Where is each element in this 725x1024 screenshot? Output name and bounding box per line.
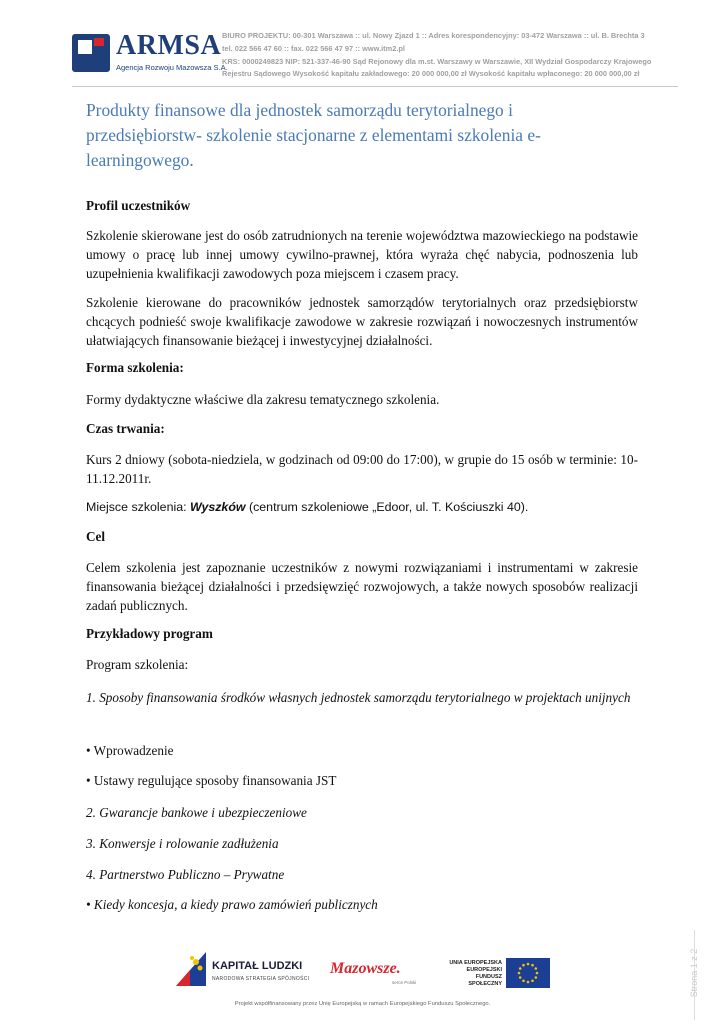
czas-heading: Czas trwania: <box>86 421 165 436</box>
program-item-4: 4. Partnerstwo Publiczno – Prywatne <box>86 867 285 882</box>
program-heading: Przykładowy program <box>86 626 213 641</box>
mazowsze-logo: Mazowsze. <box>330 960 401 977</box>
miejsce-city: Wyszków <box>189 500 246 514</box>
program-item-3: 3. Konwersje i rolowanie zadłużenia <box>86 836 279 851</box>
header-line-2: tel. 022 566 47 60 :: fax. 022 566 47 97 :: www.itm2.pl <box>222 44 405 53</box>
forma-paragraph: Formy dydaktyczne właściwe dla zakresu tematycznego szkolenia. <box>86 392 440 407</box>
miejsce-prefix: Miejsce szkolenia: <box>86 500 190 514</box>
header-divider <box>72 86 678 87</box>
eu-label: UNIA EUROPEJSKA EUROPEJSKI FUNDUSZ SPOŁECZNY <box>449 960 502 987</box>
profil-paragraph-2: Szkolenie kierowane do pracowników jednostek samorządów terytorialnych oraz przedsiębiorstw chcących podnieść swoje kwalifikacje zawodowe w zakresie rozwiązań i nowoczesnych instrumentów ułatwiających finansowanie bieżącej i inwestycyjnej działalności. <box>86 295 638 348</box>
czas-paragraph: Kurs 2 dniowy (sobota-niedziela, w godzinach od 09:00 do 17:00), w grupie do 15 osób w terminie: 10-11.12.2011r. <box>86 452 638 486</box>
page-number-side <box>684 940 704 1020</box>
eu-flag-icon <box>506 958 550 988</box>
miejsce-suffix: (centrum szkoleniowe „Edoor, ul. T. Kościuszki 40). <box>245 500 529 514</box>
logo-name: ARMSA <box>116 30 222 61</box>
header-line-3: KRS: 0000249823 NIP: 521-337-46-90 Sąd Rejonowy dla m.st. Warszawy w Warszawie, XII Wydział Gospodarczy Krajowego <box>222 57 652 66</box>
header-line-4: Rejestru Sądowego Wysokość kapitału zakładowego: 20 000 000,00 zł Wysokość kapitału wpłaconego: 20 000 000,00 zł <box>222 69 640 78</box>
program-item-1: 1. Sposoby finansowania środków własnych jednostek samorządu terytorialnego w projektach unijnych <box>86 690 631 705</box>
program-bullet-2: • Ustawy regulujące sposoby finansowania JST <box>86 773 337 788</box>
program-bullet-1: • Wprowadzenie <box>86 743 174 758</box>
mazowsze-tagline: serce Polski <box>392 980 417 985</box>
profil-paragraph-1: Szkolenie skierowane jest do osób zatrudnionych na terenie województwa mazowieckiego na podstawie umowy o pracę lub innej umowy cywilno-prawnej, która wyraża chęć nabycia, podnoszenia lub uzupełnienia kwalifikacji zawodowych poza miejscem i czasem pracy. <box>86 228 638 281</box>
program-item-2: 2. Gwarancje bankowe i ubezpieczeniowe <box>86 805 307 820</box>
document-title: Produkty finansowe dla jednostek samorządu terytorialnego i przedsiębiorstw- szkolenie stacjonarne z elementami szkolenia e-learningowego. <box>86 100 541 170</box>
kapital-ludzki-subtitle: NARODOWA STRATEGIA SPÓJNOŚCI <box>212 976 310 982</box>
cel-heading: Cel <box>86 529 106 544</box>
kapital-ludzki-title: KAPITAŁ LUDZKI <box>212 960 303 972</box>
miejsce-line <box>86 497 638 517</box>
armsa-logo-icon <box>72 34 110 72</box>
program-bullet-3: • Kiedy koncesja, a kiedy prawo zamówień publicznych <box>86 897 378 912</box>
page-number-label: Strona 1 z 2 <box>689 948 699 998</box>
header-line-1: BIURO PROJEKTU: 00-301 Warszawa :: ul. Nowy Zjazd 1 :: Adres korespondencyjny: 03-472 Warszawa :: ul. B. Brechta 3 <box>222 31 645 40</box>
logo-tagline: Agencja Rozwoju Mazowsza S.A. <box>116 63 228 72</box>
cofinancing-note: Projekt współfinansowany przez Unię Europejską w ramach Europejskiego Funduszu Społecznego. <box>234 1001 491 1007</box>
cel-paragraph: Celem szkolenia jest zapoznanie uczestników z nowymi rozwiązaniami i instrumentami w zakresie finansowania bieżącej działalności i przedsięwzięć rozwojowych, a także nowych sposobów realizacji zadań publicznych. <box>86 560 638 613</box>
program-intro: Program szkolenia: <box>86 657 189 672</box>
kapital-ludzki-icon <box>176 952 206 986</box>
profil-heading: Profil uczestników <box>86 198 191 213</box>
forma-heading: Forma szkolenia: <box>86 360 184 375</box>
